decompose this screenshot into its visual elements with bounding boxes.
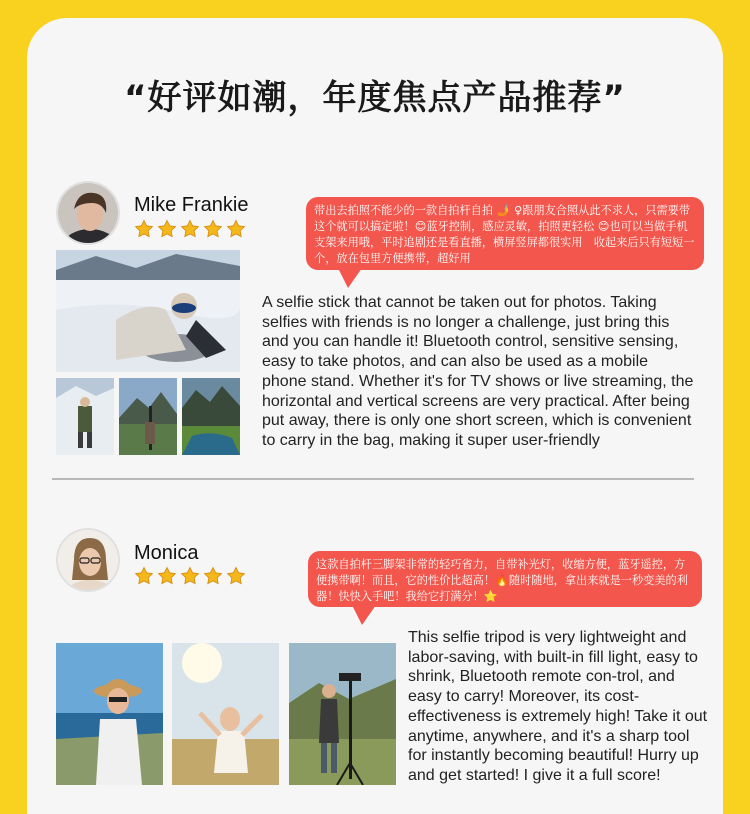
rating-stars	[134, 566, 246, 586]
thumb-mountain-lake	[119, 378, 177, 455]
star-icon	[226, 219, 246, 239]
review-text: This selfie tripod is very lightweight and labor-saving, with built-in fill light, easy to shrink, Bluetooth remote con-trol, and easy to carry! Moreover, its cost-effectiveness is extremely high! Take it out anytime, anywhere, and it's a sharp tool for instantly becoming beautiful! Hurry up and get started! I give it a full score!	[408, 629, 708, 784]
photo-tripod-hiker	[289, 643, 396, 785]
section-divider	[52, 478, 694, 480]
star-icon	[134, 566, 154, 586]
reviewer-name: Monica	[134, 542, 199, 564]
photo-sunlit-woman	[172, 643, 279, 785]
page-title: “好评如潮，年度焦点产品推荐”	[124, 78, 626, 118]
star-icon	[180, 566, 200, 586]
chinese-review-bubble: 带出去拍照不能少的一款自拍杆自拍 🤳 ♀跟朋友合照从此不求人，只需要带这个就可以搞定啦！😊蓝牙控制，感应灵敏，拍照更轻松 😊也可以当做手机支架来用哦，平时追剧还是看直播，横屏竖屏都很实用 收起来后只有短短一个，放在包里方便携带，超好用	[306, 197, 704, 270]
main-photo-snow	[56, 250, 240, 372]
star-icon	[203, 219, 223, 239]
rating-stars	[134, 219, 246, 239]
bubble-tail	[338, 268, 362, 288]
chinese-review-bubble: 这款自拍杆三脚架非常的轻巧省力，自带补光灯，收缩方便，蓝牙遥控，方便携带啊！而且，它的性价比超高！🔥随时随地，拿出来就是一秒变美的利器！快快入手吧！我给它打满分！⭐	[308, 551, 702, 607]
star-icon	[157, 219, 177, 239]
bubble-tail	[352, 605, 376, 625]
star-icon	[134, 219, 154, 239]
avatar-monica	[56, 528, 120, 592]
thumb-green-mountain	[182, 378, 240, 455]
thumb-skier	[56, 378, 114, 455]
reviewer-name: Mike Frankie	[134, 194, 249, 216]
star-icon	[157, 566, 177, 586]
avatar-mike	[56, 181, 120, 245]
star-icon	[180, 219, 200, 239]
star-icon	[226, 566, 246, 586]
photo-hat-woman	[56, 643, 163, 785]
review-text: A selfie stick that cannot be taken out for photos. Taking selfies with friends is no longer a challenge, just bring this and you can handle it! Bluetooth control, sensitive sensing, easy to take photos, and can also be used as a mobile phone stand. Whether it's for TV shows or live streaming, the horizontal and vertical screens are very practical. After being put away, there is only one short screen, which is convenient to carry in the bag, making it super user-friendly	[262, 294, 694, 449]
star-icon	[203, 566, 223, 586]
